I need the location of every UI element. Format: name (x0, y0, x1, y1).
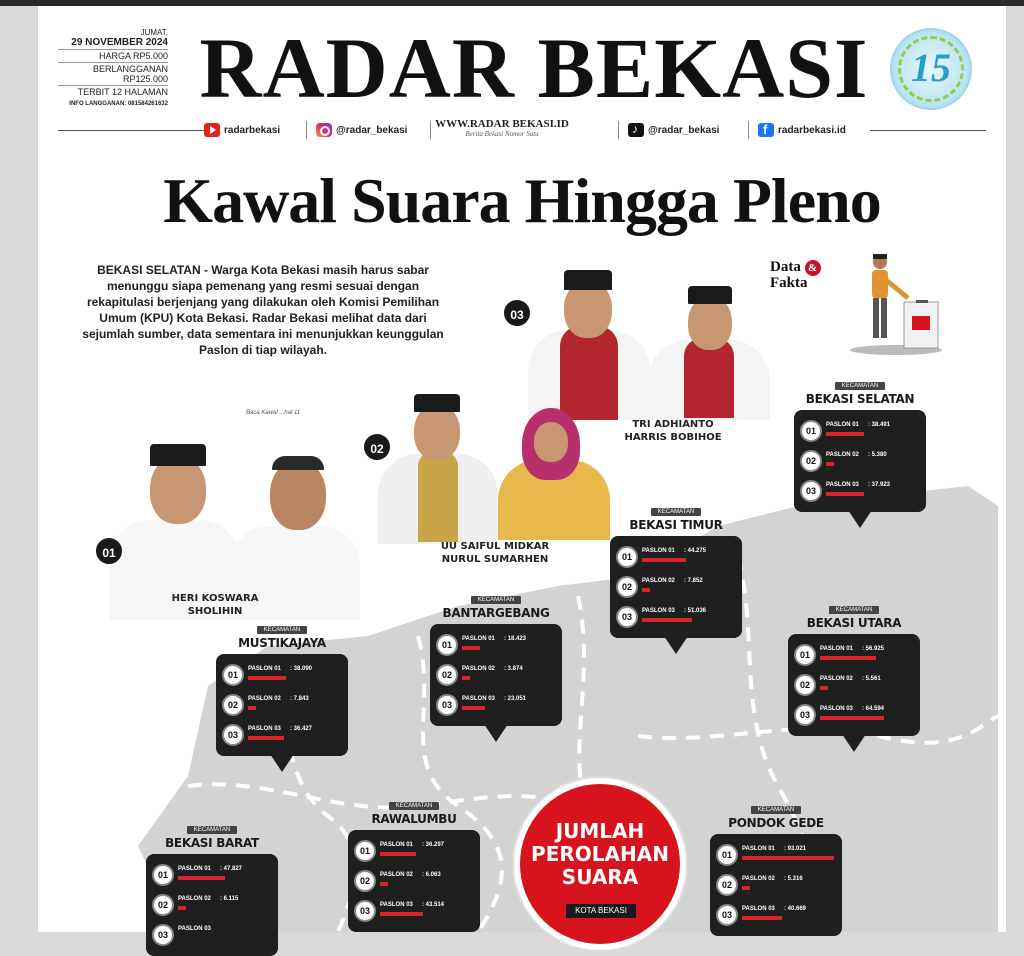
tiktok-icon (628, 123, 644, 137)
total-subtitle: KOTA BEKASI (566, 904, 636, 918)
paslon-label: PASLON 03 (248, 726, 281, 732)
paslon-label: PASLON 02 (178, 896, 211, 902)
district-name: BEKASI UTARA (806, 616, 902, 630)
paslon-number-badge: 01 (152, 864, 174, 886)
tiktok-handle: @radar_bekasi (648, 124, 720, 136)
paslon-number-badge: 03 (716, 904, 738, 926)
vote-count: : 5.380 (868, 452, 887, 458)
peci-cap (414, 394, 460, 412)
divider (58, 85, 168, 86)
kecamatan-label: KECAMATAN (389, 802, 439, 810)
rule-line (870, 130, 986, 131)
result-row (794, 642, 914, 672)
facebook-link[interactable] (758, 121, 846, 139)
district-name: MUSTIKAJAYA (238, 636, 326, 650)
newspaper-brand: RADAR BEKASI (199, 20, 869, 116)
vote-bar (380, 912, 423, 916)
paslon-label: PASLON 01 (826, 422, 859, 428)
youtube-link[interactable] (204, 121, 280, 139)
vote-count: : 36.297 (422, 842, 445, 848)
vote-count: : 93.021 (784, 846, 807, 852)
kecamatan-label: KECAMATAN (471, 596, 521, 604)
district-name: BEKASI SELATAN (805, 392, 915, 406)
result-row (152, 922, 272, 952)
district-bekasi-utara (788, 606, 920, 736)
total-title-line-1: JUMLAH (555, 819, 645, 843)
vote-count: : 38.491 (868, 422, 891, 428)
paslon-number-badge: 01 (222, 664, 244, 686)
paslon-label: PASLON 01 (642, 548, 675, 554)
result-row (616, 604, 736, 634)
paslon-label: PASLON 01 (178, 866, 211, 872)
vote-count: : 5.561 (862, 676, 881, 682)
vote-bar (642, 558, 686, 562)
paslon-number-badge: 03 (800, 480, 822, 502)
candidate-face (534, 422, 568, 462)
vote-count: : 6.115 (220, 896, 239, 902)
vote-bar (380, 852, 416, 856)
candidate-face (688, 296, 732, 350)
district-name: RAWALUMBU (371, 812, 457, 826)
youtube-handle: radarbekasi (224, 124, 281, 136)
result-row (152, 892, 272, 922)
result-row (222, 692, 342, 722)
vote-bar (742, 886, 750, 890)
district-bekasi-barat (146, 826, 278, 956)
vote-count: : 43.514 (422, 902, 445, 908)
paslon-number-badge: 02 (616, 576, 638, 598)
vote-count: : 38.090 (290, 666, 313, 672)
paslon-label: PASLON 03 (178, 926, 211, 932)
result-row (354, 898, 474, 928)
rule-line (58, 130, 208, 131)
paslon-number-badge: 02 (436, 664, 458, 686)
candidate-02-name-1: UU SAIFUL MIDKAR (440, 541, 550, 552)
vote-count: : 51.036 (684, 608, 707, 614)
results-card (146, 854, 278, 956)
instagram-link[interactable] (316, 121, 407, 139)
candidate-03-person-2 (644, 284, 774, 414)
candidate-03-names (598, 418, 748, 444)
separator (748, 121, 749, 139)
lead-paragraph (78, 262, 448, 358)
paslon-label: PASLON 03 (642, 608, 675, 614)
voter-illustration-icon (846, 250, 946, 356)
vote-bar (462, 676, 470, 680)
paslon-label: PASLON 03 (826, 482, 859, 488)
paslon-number-badge: 02 (716, 874, 738, 896)
candidate-03-name-2: HARRIS BOBIHOE (624, 432, 722, 443)
vote-count: : 64.594 (862, 706, 885, 712)
paslon-label: PASLON 02 (380, 872, 413, 878)
district-mustikajaya (216, 626, 348, 756)
vote-bar (178, 906, 186, 910)
vote-count: : 7.852 (684, 578, 703, 584)
paslon-number-badge: 02 (222, 694, 244, 716)
total-title-line-2: PEROLAHAN (531, 842, 669, 866)
district-name: PONDOK GEDE (728, 816, 824, 830)
total-title (520, 820, 680, 889)
vote-bar (826, 432, 864, 436)
district-bantargebang (430, 596, 562, 726)
vote-count: : 37.923 (868, 482, 891, 488)
paslon-label: PASLON 01 (742, 846, 775, 852)
kecamatan-label: KECAMATAN (751, 806, 801, 814)
candidate-face (414, 404, 460, 460)
peci-cap (150, 444, 206, 466)
vote-bar (642, 618, 692, 622)
district-bekasi-timur (610, 508, 742, 638)
issue-day: JUMAT, (140, 28, 168, 37)
website-tagline: Berita Bekasi Nomor Satu (465, 130, 539, 138)
total-votes-badge (514, 778, 686, 950)
paslon-number-badge: 03 (794, 704, 816, 726)
vote-count: : 40.669 (784, 906, 807, 912)
vote-count: : 36.427 (290, 726, 313, 732)
paslon-number-badge: 01 (716, 844, 738, 866)
district-pondok-gede (710, 806, 842, 936)
paslon-number-badge: 02 (354, 870, 376, 892)
paslon-label: PASLON 02 (462, 666, 495, 672)
social-bar (58, 118, 986, 142)
paslon-number-badge: 02 (794, 674, 816, 696)
candidate-03-badge: 03 (502, 298, 532, 328)
paslon-label: PASLON 02 (820, 676, 853, 682)
result-row (354, 838, 474, 868)
paslon-label: PASLON 02 (826, 452, 859, 458)
vote-bar (380, 882, 388, 886)
result-row (716, 842, 836, 872)
facebook-icon (758, 123, 774, 137)
vote-bar (820, 656, 876, 660)
district-bekasi-selatan (794, 382, 926, 512)
tiktok-link[interactable] (628, 121, 719, 139)
facebook-handle: radarbekasi.id (778, 124, 846, 136)
page-count: TERBIT 12 HALAMAN (77, 87, 168, 97)
subscription-price: RP125.000 (122, 74, 168, 84)
read-more[interactable]: Baca Kawal ...hal 11 (246, 410, 301, 416)
vote-bar (248, 706, 256, 710)
website-url: WWW.RADAR BEKASI.ID (435, 118, 569, 130)
result-row (716, 902, 836, 932)
candidate-01-name-2: SHOLIHIN (187, 606, 243, 617)
anniversary-logo (890, 28, 972, 110)
youtube-icon (204, 123, 220, 137)
vote-count: : 23.051 (504, 696, 527, 702)
paslon-label: PASLON 02 (642, 578, 675, 584)
results-card (788, 634, 920, 736)
vote-count: : 7.843 (290, 696, 309, 702)
issue-date: 29 NOVEMBER 2024 (71, 37, 168, 48)
paslon-number-badge: 01 (616, 546, 638, 568)
hair (272, 456, 324, 470)
result-row (716, 872, 836, 902)
peci-cap (564, 270, 612, 290)
vote-bar (742, 916, 782, 920)
divider (58, 62, 168, 63)
results-card (216, 654, 348, 756)
results-card (348, 830, 480, 932)
headline: Kawal Suara Hingga Pleno (163, 165, 881, 236)
paslon-label: PASLON 02 (248, 696, 281, 702)
result-row (794, 672, 914, 702)
kecamatan-label: KECAMATAN (187, 826, 237, 834)
vote-bar (826, 492, 864, 496)
paslon-label: PASLON 03 (380, 902, 413, 908)
vote-count: : 3.874 (504, 666, 523, 672)
instagram-handle: @radar_bekasi (336, 124, 408, 136)
paslon-number-badge: 03 (616, 606, 638, 628)
paslon-label: PASLON 02 (742, 876, 775, 882)
district-name: BEKASI BARAT (165, 836, 259, 850)
website-block[interactable] (432, 118, 572, 138)
vote-bar (248, 676, 286, 680)
kecamatan-label: KECAMATAN (835, 382, 885, 390)
total-title-line-3: SUARA (561, 865, 639, 889)
result-row (800, 448, 920, 478)
district-name: BEKASI TIMUR (629, 518, 723, 532)
issue-price: HARGA RP5.000 (98, 51, 168, 61)
candidate-02-badge: 02 (362, 432, 392, 462)
paslon-number-badge: 01 (794, 644, 816, 666)
data-fakta-word-1: Data (770, 259, 801, 275)
paslon-label: PASLON 01 (380, 842, 413, 848)
district-name: BANTARGEBANG (442, 606, 550, 620)
result-row (152, 862, 272, 892)
masthead-info (58, 28, 168, 109)
separator (430, 121, 431, 139)
vote-bar (826, 462, 834, 466)
instagram-icon (316, 123, 332, 137)
separator (618, 121, 619, 139)
vote-bar (178, 876, 225, 880)
newspaper-page (38, 6, 1006, 940)
result-row (616, 574, 736, 604)
result-row (354, 868, 474, 898)
paslon-number-badge: 03 (436, 694, 458, 716)
paslon-label: PASLON 03 (820, 706, 853, 712)
paslon-number-badge: 02 (152, 894, 174, 916)
vote-bar (248, 736, 284, 740)
paslon-number-badge: 01 (800, 420, 822, 442)
anniversary-number: 15 (911, 45, 951, 90)
vote-count: : 44.275 (684, 548, 707, 554)
vote-bar (742, 856, 834, 860)
district-rawalumbu (348, 802, 480, 932)
paslon-label: PASLON 01 (248, 666, 281, 672)
data-fakta-word-2: Fakta (770, 275, 808, 291)
vote-count: : 18.423 (504, 636, 527, 642)
result-row (800, 418, 920, 448)
vote-bar (462, 706, 485, 710)
paslon-number-badge: 02 (800, 450, 822, 472)
paslon-number-badge: 03 (354, 900, 376, 922)
result-row (436, 662, 556, 692)
red-scarf (684, 338, 734, 418)
result-row (222, 722, 342, 752)
result-row (616, 544, 736, 574)
candidate-02-name-2: NURUL SUMARHEN (441, 554, 549, 565)
vote-count: : 6.063 (422, 872, 441, 878)
separator (306, 121, 307, 139)
candidate-01-badge: 01 (94, 536, 124, 566)
subscription-label: BERLANGGANAN (92, 64, 168, 74)
result-row (800, 478, 920, 508)
paslon-label: PASLON 01 (462, 636, 495, 642)
vote-count: : 47.827 (220, 866, 243, 872)
paslon-label: PASLON 03 (462, 696, 495, 702)
peci-cap (688, 286, 732, 304)
results-card (710, 834, 842, 936)
dateline: BEKASI SELATAN - (97, 263, 208, 277)
results-card (430, 624, 562, 726)
kecamatan-label: KECAMATAN (829, 606, 879, 614)
vote-count: : 5.316 (784, 876, 803, 882)
results-card (610, 536, 742, 638)
vote-bar (820, 686, 828, 690)
paslon-label: PASLON 03 (742, 906, 775, 912)
divider (58, 49, 168, 50)
subscription-info: INFO LANGGANAN: 081584261632 (69, 101, 168, 107)
result-row (436, 632, 556, 662)
results-card (794, 410, 926, 512)
paslon-number-badge: 01 (354, 840, 376, 862)
kecamatan-label: KECAMATAN (651, 508, 701, 516)
data-fakta-amp: & (805, 260, 821, 276)
vote-bar (462, 646, 480, 650)
kecamatan-label: KECAMATAN (257, 626, 307, 634)
candidate-01-name-1: HERI KOSWARA (171, 593, 259, 604)
result-row (794, 702, 914, 732)
vote-count: : 56.925 (862, 646, 885, 652)
result-row (222, 662, 342, 692)
paslon-number-badge: 03 (222, 724, 244, 746)
paslon-number-badge: 03 (152, 924, 174, 946)
lead-text: Warga Kota Bekasi masih harus sabar menunggu siapa pemenang yang resmi sesuai dengan rekapitulasi berjenjang yang dilakukan oleh Komisi Pemilihan Umum (KPU) Kota Bekasi. Radar Bekasi melihat data dari sejumlah sumber, data sementara ini menunjukkan keunggulan Paslon di tiap wilayah. (82, 263, 444, 357)
candidate-03-name-1: TRI ADHIANTO (632, 419, 714, 430)
vote-bar (820, 716, 884, 720)
paslon-label: PASLON 01 (820, 646, 853, 652)
vote-bar (642, 588, 650, 592)
paslon-number-badge: 01 (436, 634, 458, 656)
result-row (436, 692, 556, 722)
